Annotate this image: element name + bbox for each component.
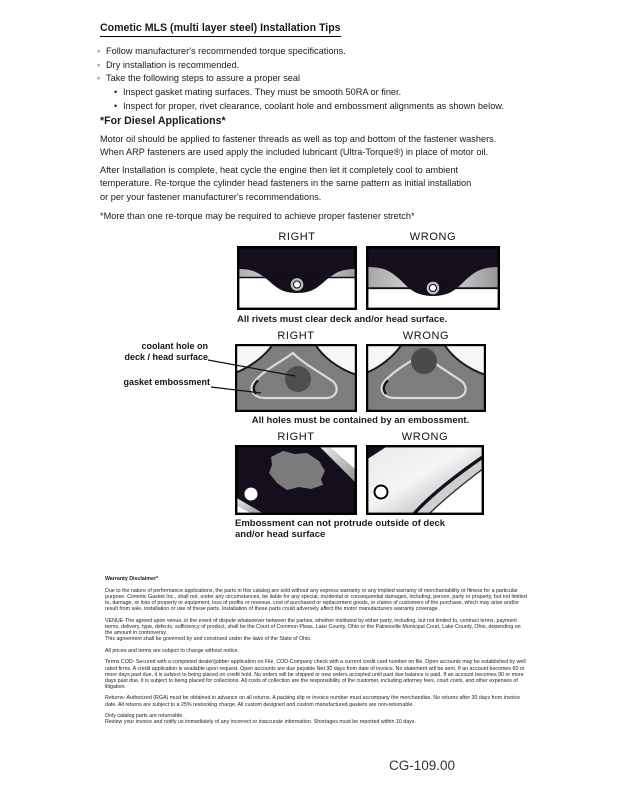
list-item bbox=[97, 59, 504, 73]
wrong-label: WRONG bbox=[402, 330, 450, 342]
bullet-circle-icon: ◦ bbox=[97, 73, 101, 84]
wrong-label: WRONG bbox=[401, 431, 449, 443]
embossment-caption bbox=[235, 518, 445, 540]
diagram-row-rivets bbox=[0, 231, 618, 329]
right-label: RIGHT bbox=[278, 231, 316, 243]
right-label: RIGHT bbox=[277, 330, 315, 342]
paragraph-line: After Installation is complete, heat cycle the engine then let it completely cool to ambient bbox=[100, 165, 458, 175]
disclaimer-paragraph: Review your invoice and notify us immediately of any incorrect or inaccurate information. Shortages must be reported within 10 days. bbox=[105, 719, 416, 726]
page-code: CG-109.00 bbox=[389, 758, 456, 773]
diagram-row-holes bbox=[0, 330, 618, 430]
diesel-paragraph-1 bbox=[100, 133, 496, 160]
disclaimer-paragraph: Due to the nature of performance applications, the parts in this catalog are sold without any express warranty or any implied warranty of merchantability or fitness for a particular purpose. Cometic Gasket Inc., shall not, under any circumstances, be liable for any special, incidental or consequential damages, including, person, party or property, but not limited to, damage, or loss of property or equipment, loss of profits or revenue, cost of purchased or replacement goods, or claims of customers of the purchase, which may arise and/or result from sale, installation or use of these parts. Installation of these parts could adversely affect the motor manufacturers warranty coverage. bbox=[105, 588, 527, 613]
list-item-text: Dry installation is recommended. bbox=[106, 59, 240, 70]
embossment-right-image bbox=[235, 445, 357, 515]
holes-wrong-image bbox=[366, 344, 486, 412]
paragraph-line: When ARP fasteners are used apply the included lubricant (Ultra-Torque®) in place of motor oil. bbox=[100, 147, 489, 158]
rivet-right-image bbox=[237, 246, 357, 310]
list-item bbox=[114, 86, 504, 100]
rivets-caption: All rivets must clear deck and/or head surface. bbox=[237, 314, 448, 325]
list-item bbox=[97, 72, 504, 86]
wrong-label: WRONG bbox=[409, 231, 457, 243]
embossment-wrong-image bbox=[366, 445, 484, 515]
list-item-text: Inspect for proper, rivet clearance, coolant hole and embossment alignments as shown below. bbox=[123, 100, 504, 111]
disclaimer-paragraph: VENUE-The agreed upon venue, in the event of dispute whatsoever between the parties, whether instituted by either party, including, but not limited to, contract terms, payment terms, delivery, type, defects, sufficiency of product, shall be the Court of Common Pleas, Lake County, Ohio or the Painesville Municipal Court, Lake County, Ohio, depending on the amount in controversy. bbox=[105, 617, 521, 637]
disclaimer-paragraph: All prices and terms are subject to change without notice. bbox=[105, 647, 239, 654]
disclaimer-paragraph: Terms COD- Secured with a completed dealer/jobber application on File, COD-Company check with a current credit card number on file. Open accounts may be established by well rated firms. A credit application is available upon request. Open accounts are due payable Net 30 days from date of invoice. No statement will be sent. If an account becomes 60 or more days past due, it is subject to being placed on credit hold. No orders will be shipped or new orders accepted until past due balance is paid. If an account becomes 90 or more days past due, it is subject to being placed for collections. All costs of collection are the responsibility of the customer, including attorney fees, court costs, and other expenses of litigation. bbox=[105, 659, 526, 690]
retorque-note: *More than one re-torque may be required to achieve proper fastener stretch* bbox=[100, 211, 415, 221]
disclaimer-paragraph: This agreement shall be governed by and construed under the laws of the State of Ohio. bbox=[105, 636, 312, 643]
diesel-applications-heading: *For Diesel Applications* bbox=[100, 115, 226, 127]
diagram-row-embossment bbox=[0, 431, 618, 551]
bullet-dot-icon: • bbox=[114, 87, 118, 98]
installation-tips-list bbox=[97, 45, 504, 114]
disclaimer-paragraph: Only catalog parts are returnable. bbox=[105, 713, 184, 720]
page-title: Cometic MLS (multi layer steel) Installation Tips bbox=[100, 22, 341, 37]
holes-caption: All holes must be contained by an embossment. bbox=[251, 415, 470, 426]
disclaimer-paragraph: Returns- Authorized (RGA) must be obtained in advance on all returns. A packing slip or invoice number must accompany the merchandise. No returns after 30 days from invoice date. All returns are subject to a 25% restocking charge. All custom designed and custom manufactured gaskets are non-returnable. bbox=[105, 695, 521, 708]
list-item bbox=[97, 45, 504, 59]
annotation-line: deck / head surface bbox=[124, 351, 208, 362]
bullet-circle-icon: ◦ bbox=[97, 46, 101, 56]
paragraph-line: Motor oil should be applied to fastener threads as well as top and bottom of the fastener washers. bbox=[100, 134, 497, 144]
list-item-text: Take the following steps to assure a proper seal bbox=[106, 73, 301, 84]
right-label: RIGHT bbox=[277, 431, 315, 443]
bullet-circle-icon: ◦ bbox=[97, 59, 101, 70]
caption-line: and/or head surface bbox=[235, 529, 326, 540]
bullet-dot-icon: • bbox=[114, 100, 118, 111]
paragraph-line: or per your fastener manufacturer's recommendations. bbox=[100, 191, 322, 202]
diesel-paragraph-2 bbox=[100, 164, 471, 204]
list-item bbox=[114, 100, 504, 114]
annotation-line: coolant hole on bbox=[141, 341, 208, 351]
list-item-text: Inspect gasket mating surfaces. They must be smooth 50RA or finer. bbox=[123, 87, 402, 98]
paragraph-line: temperature. Re-torque the cylinder head fasteners in the same pattern as initial installation bbox=[100, 178, 472, 189]
gasket-embossment-annotation: gasket embossment bbox=[123, 377, 210, 387]
warranty-disclaimer bbox=[105, 576, 529, 731]
caption-line: Embossment can not protrude outside of deck bbox=[235, 518, 446, 529]
list-item-text: Follow manufacturer's recommended torque specifications. bbox=[106, 46, 346, 56]
warranty-disclaimer-heading: Warranty Disclaimer* bbox=[105, 576, 159, 582]
rivet-wrong-image bbox=[366, 246, 500, 310]
coolant-hole-annotation bbox=[98, 341, 208, 362]
annotation-pointer-lines bbox=[203, 350, 303, 398]
